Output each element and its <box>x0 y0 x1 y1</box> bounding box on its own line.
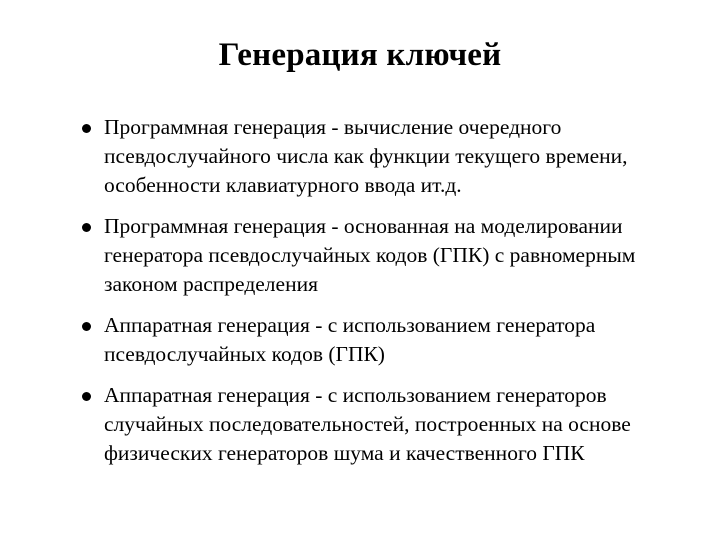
bullet-icon <box>82 223 91 232</box>
slide-title: Генерация ключей <box>218 37 502 73</box>
bullet-item <box>82 212 662 299</box>
bullet-item <box>82 381 662 468</box>
bullet-text: Аппаратная генерация - с использованием генератора псевдослучайных кодов (ГПК) <box>104 313 596 366</box>
bullet-item <box>82 113 662 200</box>
bullet-icon <box>82 322 91 331</box>
bullet-icon <box>82 392 91 401</box>
bullet-text: Аппаратная генерация - с использованием генераторов случайных последовательностей, построенных на основе физических генераторов шума и качественного ГПК <box>104 383 631 465</box>
bullet-list <box>82 113 662 480</box>
bullet-text: Программная генерация - основанная на моделировании генератора псевдослучайных кодов (ГПК) с равномерным законом распределения <box>104 214 636 296</box>
bullet-item <box>82 311 662 369</box>
bullet-text: Программная генерация - вычисление очередного псевдослучайного числа как функции текущего времени, особенности клавиатурного ввода ит.д. <box>104 115 628 197</box>
bullet-icon <box>82 124 91 133</box>
